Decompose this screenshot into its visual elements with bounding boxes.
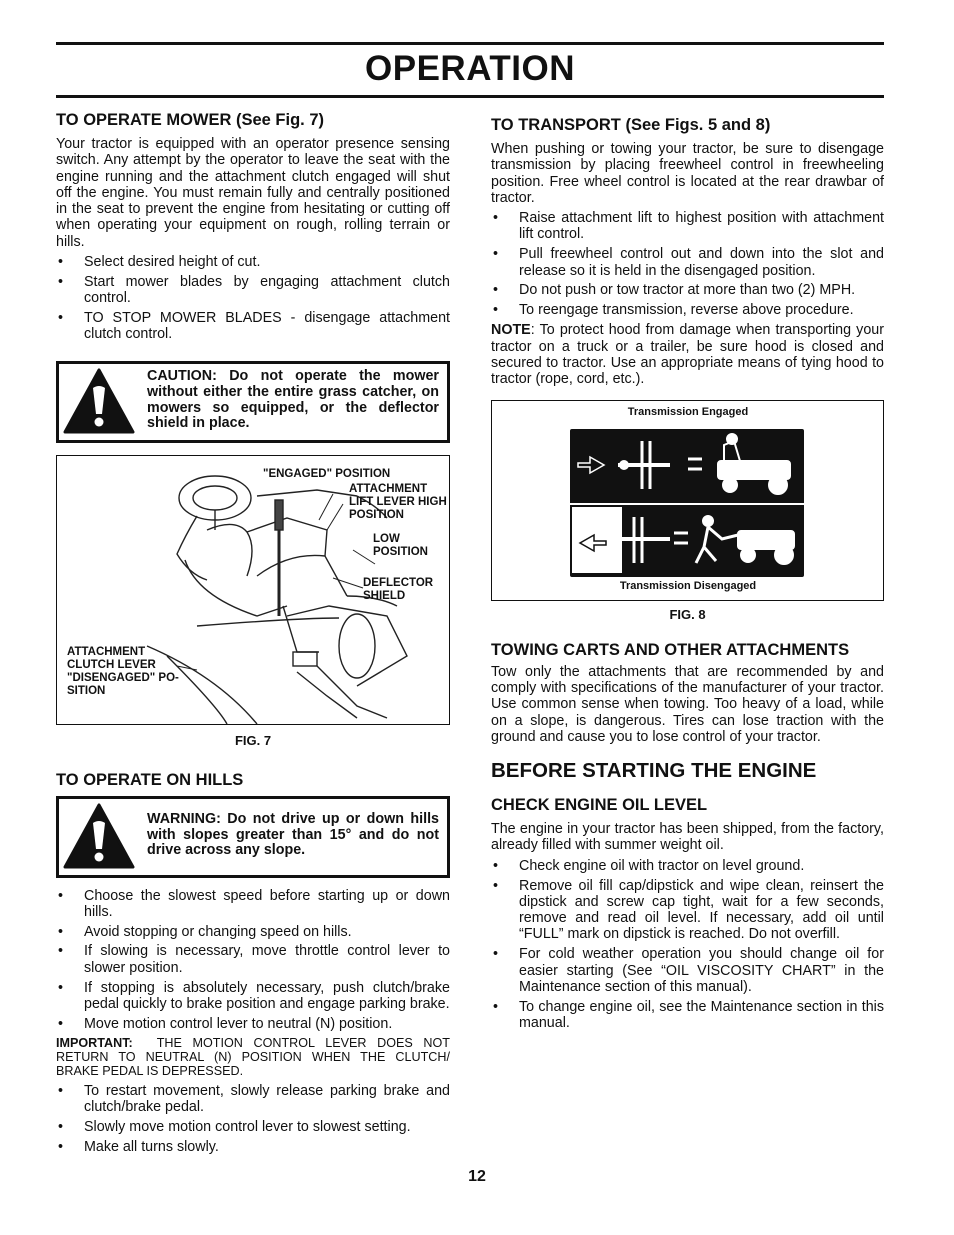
page-number: 12: [468, 1168, 486, 1185]
top-rule: [56, 42, 884, 45]
list-item: • If slowing is necessary, move throttle control lever to slower position.: [58, 943, 450, 976]
deflector-shield-label: DEFLECTOR SHIELD: [363, 576, 434, 602]
list-item: • Start mower blades by engaging attachment clutch control.: [58, 273, 450, 307]
list-item: • Slowly move motion control lever to slowest setting.: [58, 1119, 411, 1136]
check-oil-intro: The engine in your tractor has been shipped, from the factory, already filled with summer weight oil.: [491, 821, 884, 854]
list-item: • Pull freewheel control out and down into the slot and release so it is held in the disengaged position.: [493, 246, 884, 279]
caution-text: CAUTION: Do not operate the mower without either the entire grass catcher, on mowers so equipped, or the deflector shield in place.: [147, 367, 439, 432]
mower-intro: Your tractor is equipped with an operator presence sensing switch. Any attempt by the operator to leave the seat with the engine running and the attachment clutch engaged will shut off the engine. You must remain fully and centrally positioned in the seat to prevent the engine from hesitating or cutting off when operating your equipment on rough, rolling terrain or hills.: [56, 136, 450, 250]
clutch-lever-label: ATTACHMENT CLUTCH LEVER "DISENGAGED" PO- SITION: [67, 645, 179, 697]
engaged-position-label: "ENGAGED" POSITION: [263, 467, 391, 480]
list-item: • Avoid stopping or changing speed on hills.: [58, 923, 352, 940]
list-item: • Check engine oil with tractor on level ground.: [493, 857, 805, 874]
warning-triangle-icon: [63, 368, 135, 434]
list-item: • TO STOP MOWER BLADES - disengage attachment clutch control.: [58, 309, 450, 343]
list-item: • If stopping is absolutely necessary, push clutch/brake pedal quickly to brake position and engage parking brake.: [58, 979, 450, 1012]
towing-text: Tow only the attachments that are recommended by and comply with specifications of the manufacturer of your tractor. Use common sense when towing. Too heavy of a load, while on a slope, is dangerous. Tires can lose traction with the ground and cause you to lose control of your tractor.: [491, 663, 884, 745]
towing-heading: TOWING CARTS AND OTHER ATTACHMENTS: [491, 640, 850, 659]
figure-8: [491, 400, 884, 601]
list-item: • To restart movement, slowly release parking brake and clutch/brake pedal.: [58, 1082, 450, 1116]
list-item: • Select desired height of cut.: [58, 254, 261, 271]
before-starting-heading: BEFORE STARTING THE ENGINE: [491, 759, 817, 783]
transmission-engaged-label: Transmission Engaged: [627, 405, 749, 418]
list-item: • Move motion control lever to neutral (N) position.: [58, 1015, 393, 1032]
figure-8-caption: FIG. 8: [669, 606, 706, 622]
caution-box: [56, 361, 450, 443]
important-text: THE MOTION CONTROL LEVER DOES NOT RETURN TO NEUTRAL (N) POSITION WHEN THE CLUTCH/ BRAKE PEDAL IS DEPRESSED.: [56, 1035, 450, 1078]
list-item: • Do not push or tow tractor at more than two (2) MPH.: [493, 282, 856, 299]
transmission-symbols-illustration: [492, 401, 884, 600]
important-label: IMPORTANT:: [56, 1035, 133, 1050]
warning-box: [56, 796, 450, 878]
transport-intro: When pushing or towing your tractor, be sure to disengage transmission by placing freewheel control in freewheeling position. Free wheel control is located at the rear drawbar of tractor.: [491, 141, 884, 206]
transport-note: NOTE: To protect hood from damage when transporting your tractor on a truck or a trailer, be sure hood is closed and secured to tractor. Use an appropriate means of tying hood to tractor (rope, cord, etc.).: [491, 322, 884, 388]
list-item: • To change engine oil, see the Maintenance section in this manual.: [493, 998, 884, 1031]
lift-lever-label: ATTACHMENT LIFT LEVER HIGH POSITION: [349, 482, 447, 521]
title-underline: [56, 95, 884, 98]
list-item: • Choose the slowest speed before starting up or down hills.: [58, 887, 450, 920]
mower-bullets: [56, 254, 450, 342]
warning-text: WARNING: Do not drive up or down hills with slopes greater than 15° and do not drive across any slope.: [147, 810, 439, 859]
check-oil-heading: CHECK ENGINE OIL LEVEL: [491, 796, 708, 815]
transmission-disengaged-label: Transmission Disengaged: [619, 579, 757, 592]
page-title: OPERATION: [365, 49, 575, 88]
left-column: [56, 110, 450, 1159]
important-note: [56, 1036, 450, 1078]
mower-heading: TO OPERATE MOWER (See Fig. 7): [56, 111, 324, 129]
check-oil-bullets: [491, 858, 884, 1031]
list-item: • Make all turns slowly.: [58, 1138, 219, 1155]
right-column: [491, 115, 884, 1035]
list-item: • Remove oil fill cap/dipstick and wipe clean, reinsert the dipstick and screw cap tight, wait for a few seconds, remove and read oil level. If necessary, add oil until “FULL” mark on dipstick is reached. Do not overfill.: [493, 877, 884, 943]
list-item: • Raise attachment lift to highest position with attachment lift control.: [493, 210, 884, 243]
list-item: • For cold weather operation you should change oil for easier starting (See “OIL VISCOSITY CHART” in the Maintenance section of this manual).: [493, 946, 884, 995]
list-item: • To reengage transmission, reverse above procedure.: [493, 302, 854, 319]
transport-heading: TO TRANSPORT (See Figs. 5 and 8): [491, 116, 771, 134]
hills-bullets-2: [56, 1083, 450, 1155]
hills-bullets: [56, 888, 450, 1032]
figure-7-caption: FIG. 7: [234, 732, 272, 748]
warning-triangle-icon: [63, 803, 135, 869]
low-position-label: LOW POSITION: [373, 532, 428, 558]
figure-7: [56, 455, 450, 725]
hills-heading: TO OPERATE ON HILLS: [56, 770, 244, 789]
transport-bullets: [491, 210, 884, 318]
